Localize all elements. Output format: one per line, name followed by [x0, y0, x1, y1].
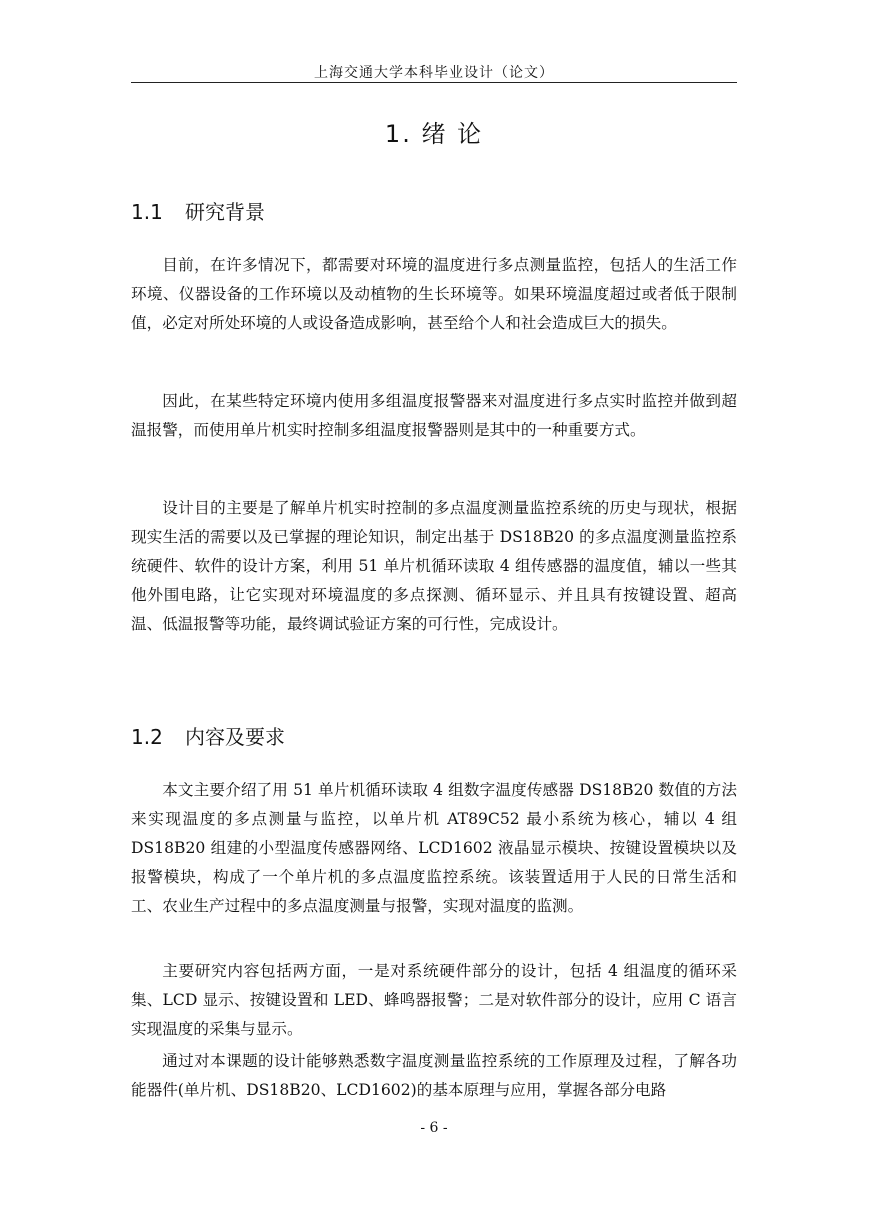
- section-title: [131, 721, 737, 750]
- paragraph: 主要研究内容包括两方面，一是对系统硬件部分的设计，包括 4 组温度的循环采集、LCD 显示、按键设置和 LED、蜂鸣器报警；二是对软件部分的设计，应用 C 语言实现温度的采集与显示。: [131, 962, 737, 1038]
- section-heading: 研究背景: [185, 200, 265, 224]
- paragraph: 目前，在许多情况下，都需要对环境的温度进行多点测量监控，包括人的生活工作环境、仪器设备的工作环境以及动植物的生长环境等。如果环境温度超过或者低于限制值，必定对所处环境的人或设备造成影响，甚至给个人和社会造成巨大的损失。: [131, 256, 737, 332]
- section-number: 1.2: [131, 725, 163, 749]
- chapter-title: 1. 绪 论: [384, 120, 484, 148]
- paragraph: 通过对本课题的设计能够熟悉数字温度测量监控系统的工作原理及过程，了解各功能器件(单片机、DS18B20、LCD1602)的基本原理与应用，掌握各部分电路: [131, 1052, 737, 1099]
- section-heading: 内容及要求: [185, 725, 285, 749]
- section-title: [131, 196, 737, 225]
- header-rule: [131, 82, 737, 83]
- paragraph: 因此，在某些特定环境内使用多组温度报警器来对温度进行多点实时监控并做到超温报警，而使用单片机实时控制多组温度报警器则是其中的一种重要方式。: [131, 392, 737, 439]
- section-number: 1.1: [131, 200, 163, 224]
- paragraph: 本文主要介绍了用 51 单片机循环读取 4 组数字温度传感器 DS18B20 数值的方法来实现温度的多点测量与监控，以单片机 AT89C52 最小系统为核心，辅以 4 组 DS18B20 组建的小型温度传感器网络、LCD1602 液晶显示模块、按键设置模块以及报警模块，构成了一个单片机的多点温度监控系统。该装置适用于人民的日常生活和工、农业生产过程中的多点温度测量与报警，实现对温度的监测。: [131, 781, 737, 915]
- page-number: - 6 -: [420, 1120, 448, 1136]
- running-header: 上海交通大学本科毕业设计（论文）: [314, 65, 554, 81]
- paragraph: 设计目的主要是了解单片机实时控制的多点温度测量监控系统的历史与现状，根据现实生活的需要以及已掌握的理论知识，制定出基于 DS18B20 的多点温度测量监控系统硬件、软件的设计方案，利用 51 单片机循环读取 4 组传感器的温度值，辅以一些其他外围电路，让它实现对环境温度的多点探测、循环显示、并且具有按键设置、超高温、低温报警等功能，最终调试验证方案的可行性，完成设计。: [131, 499, 737, 633]
